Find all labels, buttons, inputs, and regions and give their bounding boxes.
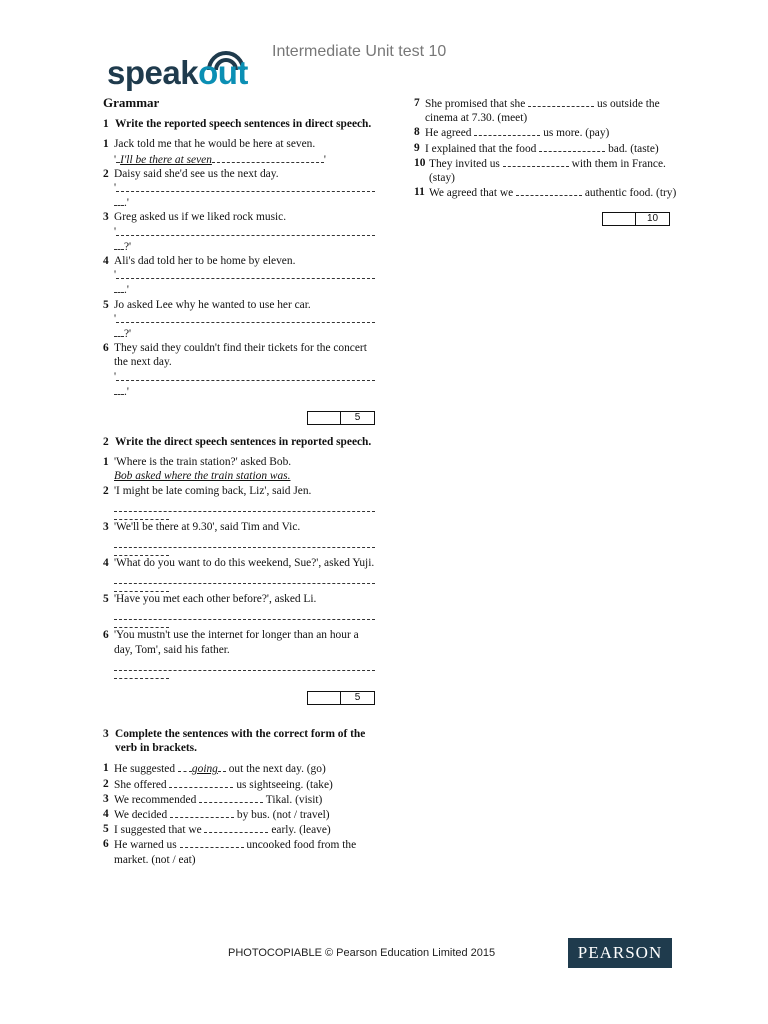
ex1-item-5-answer-end: ?' — [103, 326, 375, 341]
ex3-item-1: 1 He suggested going out the next day. (go) — [103, 762, 326, 776]
ex1-item-2: 2 Daisy said she'd see us the next day. — [103, 167, 279, 180]
ex3-score — [414, 212, 670, 226]
ex1-item-2-answer-end: .' — [103, 195, 375, 210]
ex2-item-3: 3 'We'll be there at 9.30', said Tim and Vic. — [103, 520, 301, 533]
ex3-item-3-blank[interactable] — [199, 792, 263, 803]
ex3-item-3: 3 We recommended Tikal. (visit) — [103, 792, 323, 806]
ex3-item-10-blank[interactable] — [503, 156, 569, 167]
ex1-item-5-answer-line[interactable]: ' — [103, 312, 375, 326]
ex1-item-4-answer-end: .' — [103, 282, 375, 297]
ex1-item-6-answer-line[interactable]: ' — [103, 370, 375, 384]
ex1-item-6-answer-end: .' — [103, 384, 375, 399]
ex3-item-2-blank[interactable] — [169, 777, 233, 788]
score-entry-cell[interactable] — [603, 213, 636, 225]
ex3-item-9: 9 I explained that the food bad. (taste) — [414, 141, 659, 155]
ex1-item-3-answer-end: ?' — [103, 239, 375, 254]
ex2-item-2: 2 'I might be late coming back, Liz', said Jen. — [103, 484, 312, 497]
ex2-item-4-answer-line-end[interactable] — [114, 584, 169, 592]
ex1-item-2-answer-line[interactable]: ' — [103, 181, 375, 195]
ex2-item-4: 4 'What do you want to do this weekend, Sue?', asked Yuji. — [103, 557, 375, 570]
ex3-item-10: 10 They invited us with them in France. (stay) — [414, 156, 666, 185]
score-box: 10 — [602, 212, 670, 226]
ex3-item-4-blank[interactable] — [170, 807, 234, 818]
ex3-item-4: 4 We decided by bus. (not / travel) — [103, 807, 330, 821]
ex1-score — [103, 411, 375, 425]
ex2-item-6: 6 'You mustn't use the internet for longer than an hour a day, Tom', said his father. — [103, 629, 359, 656]
ex2-item-5-answer-line[interactable] — [114, 612, 375, 620]
ex1-item-4: 4 Ali's dad told her to be home by eleven. — [103, 255, 296, 268]
ex3-item-5-blank[interactable] — [204, 822, 268, 833]
ex3-item-11: 11 We agreed that we authentic food. (try) — [414, 186, 677, 200]
score-entry-cell[interactable] — [308, 692, 341, 704]
logo-wordmark: speakout — [107, 54, 248, 91]
ex2-score — [103, 691, 375, 705]
ex3-item-9-blank[interactable] — [539, 141, 605, 152]
page-title: Intermediate Unit test 10 — [272, 43, 447, 60]
ex1-item-6: 6 They said they couldn't find their tickets for the concert the next day. — [103, 342, 367, 369]
score-entry-cell[interactable] — [308, 412, 341, 424]
ex2-item-1-answer: Bob asked where the train station was. — [114, 470, 291, 483]
right-column — [414, 96, 682, 236]
ex1-item-5: 5 Jo asked Lee why he wanted to use her car. — [103, 298, 311, 311]
ex3-item-8-blank[interactable] — [474, 125, 540, 136]
ex2-item-2-answer-line[interactable] — [114, 504, 375, 512]
ex2-item-5: 5 'Have you met each other before?', asked Li. — [103, 593, 317, 606]
ex3-item-7-blank[interactable] — [528, 96, 594, 107]
ex3-item-6: 6 He warned us uncooked food from the market. (not / eat) — [103, 838, 357, 866]
ex1-item-4-answer-line[interactable]: ' — [103, 268, 375, 282]
ex3-item-11-blank[interactable] — [516, 185, 582, 196]
left-column — [103, 96, 375, 867]
score-box: 5 — [307, 411, 375, 425]
score-box: 5 — [307, 691, 375, 705]
ex2-item-4-answer-line[interactable] — [114, 576, 375, 584]
ex1-item-3-answer-line[interactable]: ' — [103, 225, 375, 239]
exercise-1-instruction: 1 Write the reported speech sentences in direct speech. — [103, 118, 372, 131]
ex1-item-1-answer: ' I'll be there at seven ' — [114, 153, 326, 166]
ex1-item-3: 3 Greg asked us if we liked rock music. — [103, 211, 287, 224]
ex2-item-5-answer-line-end[interactable] — [114, 620, 169, 628]
ex3-item-8: 8 He agreed us more. (pay) — [414, 126, 610, 140]
exercise-3-instruction: 3 Complete the sentences with the correct form of the verb in brackets. — [103, 727, 366, 755]
ex2-item-3-answer-line[interactable] — [114, 540, 375, 548]
ex3-item-7: 7 She promised that she us outside the cinema at 7.30. (meet) — [414, 97, 660, 125]
speakout-logo — [107, 46, 269, 94]
ex2-item-2-answer-line-end[interactable] — [114, 512, 169, 520]
ex2-item-3-answer-line-end[interactable] — [114, 548, 169, 556]
ex2-item-1: 1 'Where is the train station?' asked Bob. — [103, 456, 292, 469]
copyright-notice: PHOTOCOPIABLE © Pearson Education Limited 2015 — [228, 947, 496, 959]
exercise-2-instruction: 2 Write the direct speech sentences in reported speech. — [103, 436, 372, 449]
ex2-item-6-answer-line[interactable] — [114, 663, 375, 671]
ex1-item-1: 1 Jack told me that he would be here at seven. — [103, 138, 316, 151]
ex2-item-6-answer-line-end[interactable] — [114, 671, 169, 679]
ex3-item-2: 2 She offered us sightseeing. (take) — [103, 777, 333, 791]
ex3-item-6-blank[interactable] — [180, 837, 244, 848]
pearson-logo: PEARSON — [568, 938, 672, 968]
section-heading: Grammar — [103, 95, 160, 110]
ex3-item-5: 5 I suggested that we early. (leave) — [103, 823, 331, 837]
